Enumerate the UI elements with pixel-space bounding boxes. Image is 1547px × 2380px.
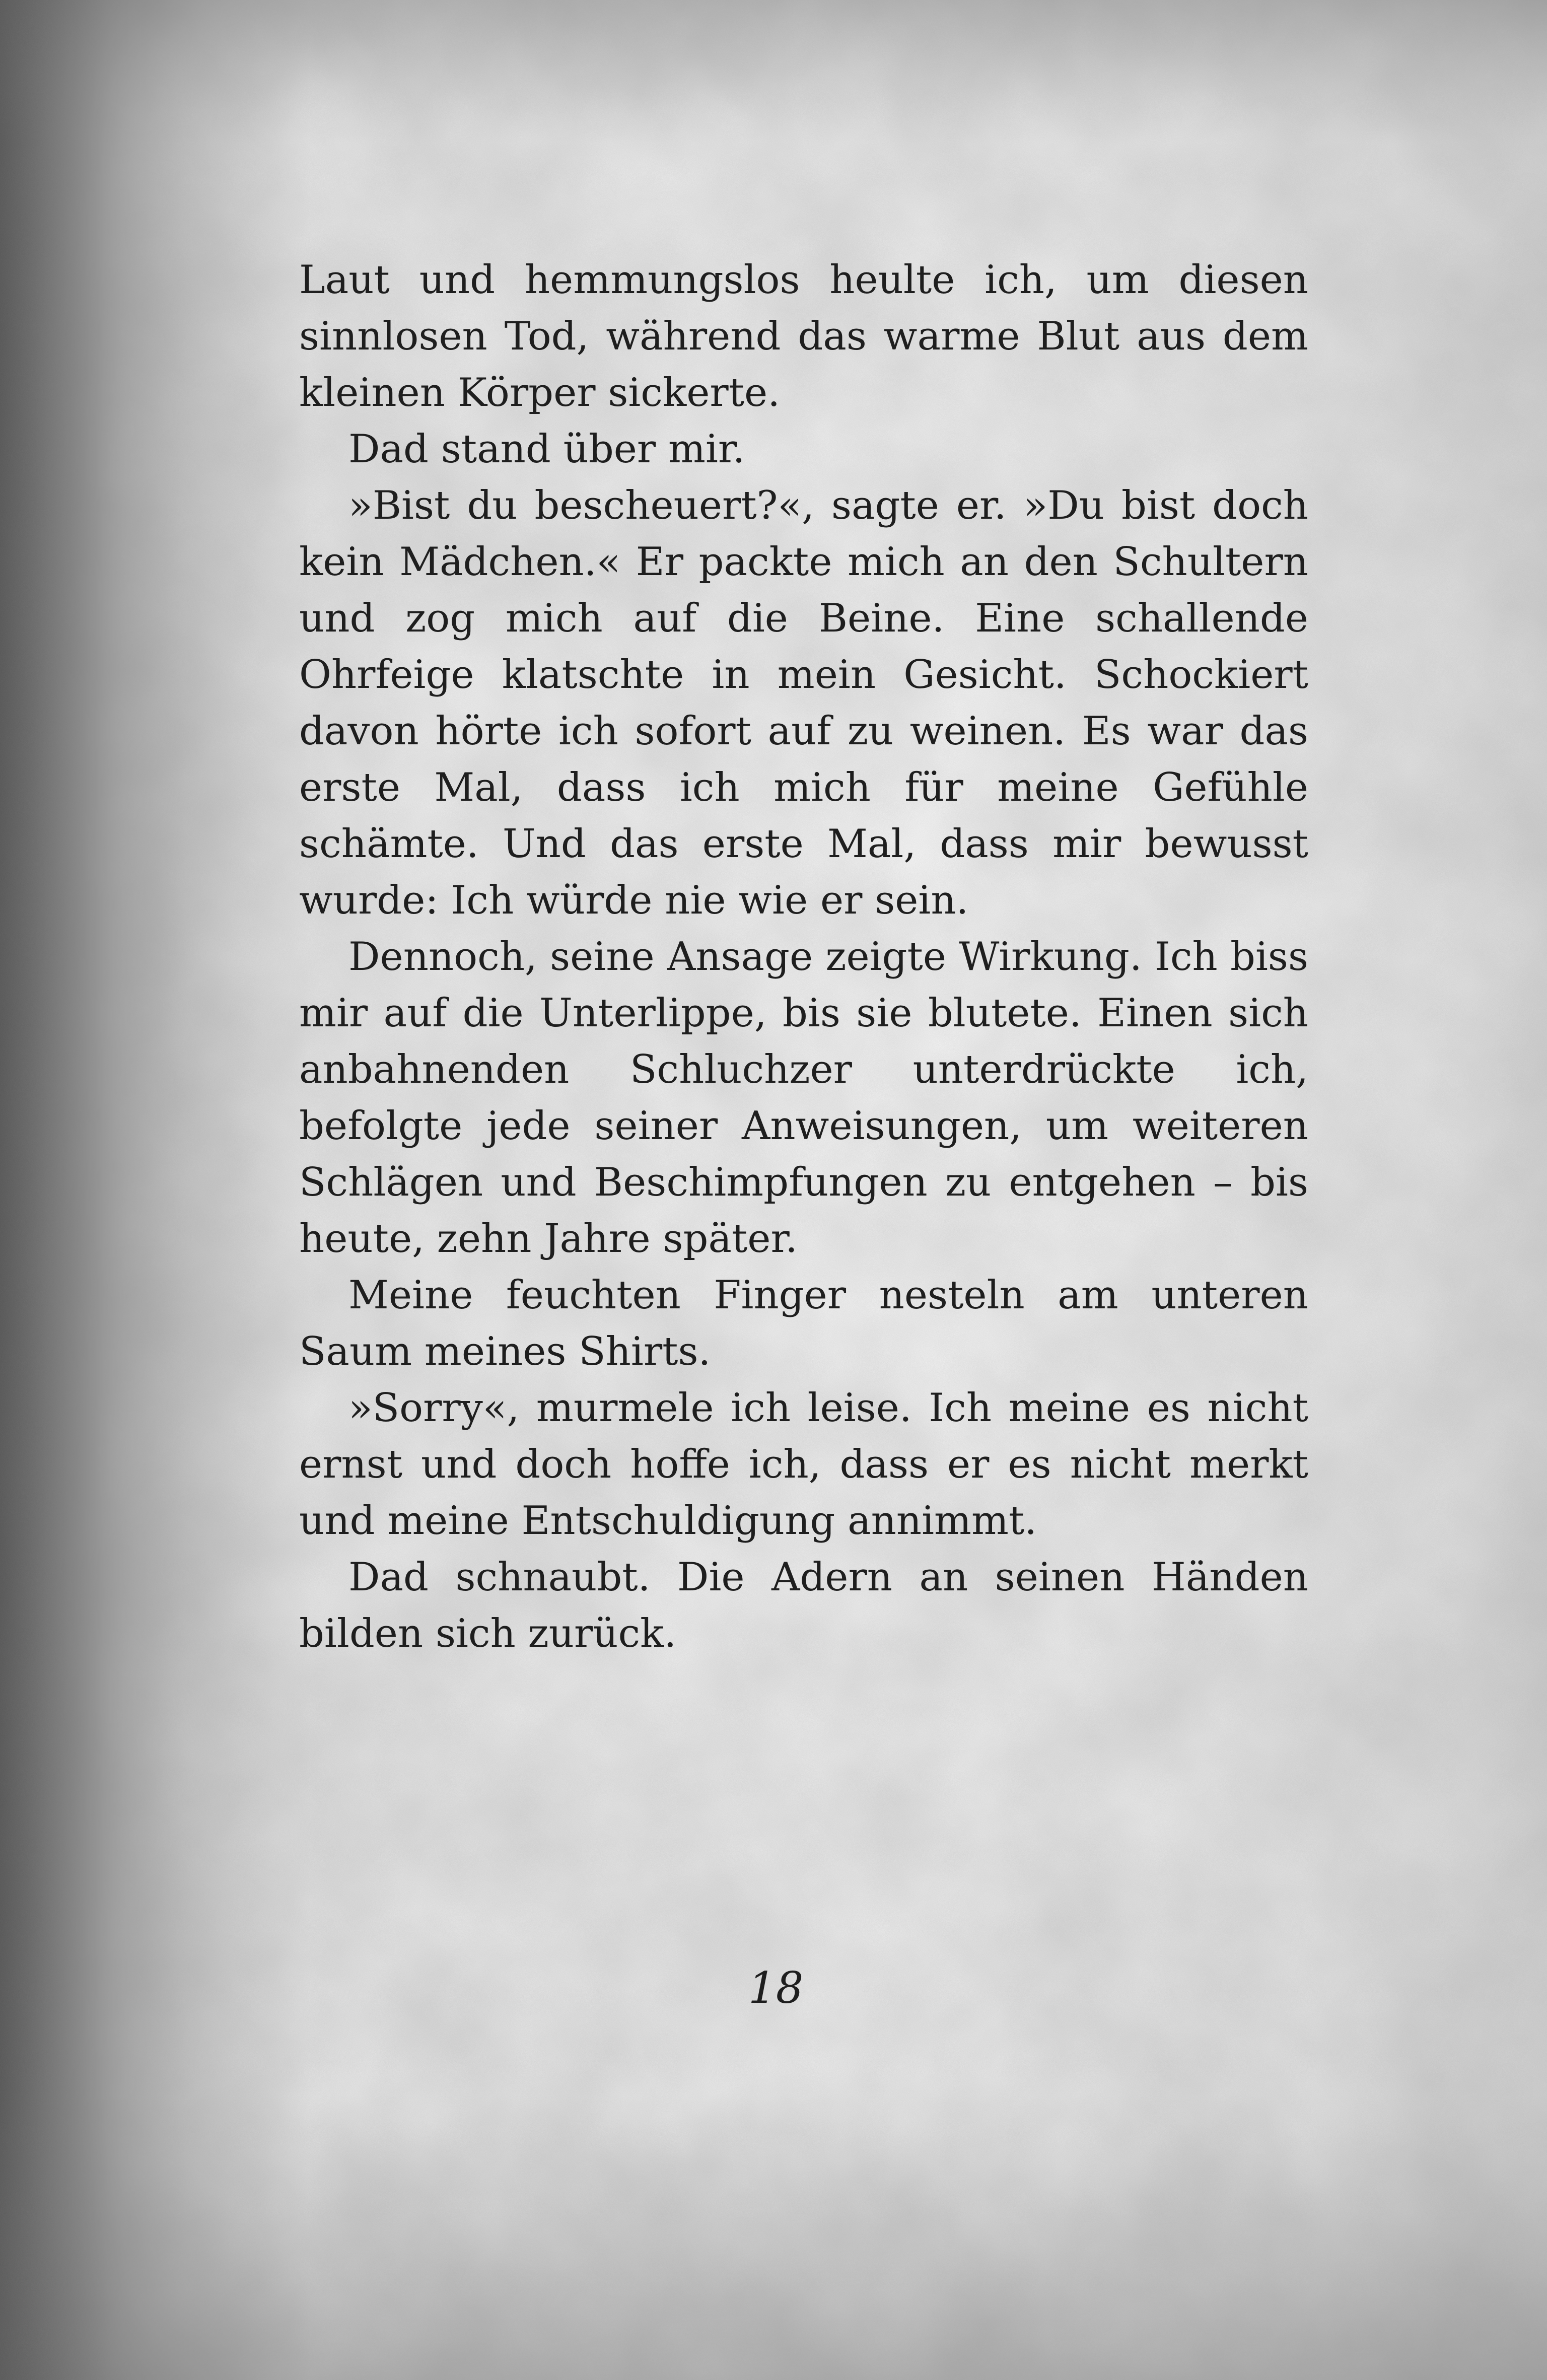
paragraph: »Bist du bescheuert?«, sagte er. »Du bist doch kein Mädchen.« Er packte mich an den Schultern und zog mich auf die Beine. Eine schallende Ohrfeige klatschte in mein Gesicht. Schockiert davon hörte ich sofort auf zu weinen. Es war das erste Mal, dass ich mich für meine Gefühle schämte. Und das erste Mal, dass mir bewusst wurde: Ich würde nie wie er sein. [299,477,1308,929]
paragraph: Dad stand über mir. [299,421,1308,477]
paragraph: Meine feuchten Finger nesteln am unteren Saum meines Shirts. [299,1267,1308,1380]
paragraph: Dennoch, seine Ansage zeigte Wirkung. Ich biss mir auf die Unterlippe, bis sie blutete. Einen sich anbahnenden Schluchzer unterdrückte ich, befolgte jede seiner Anweisungen, um weiteren Schlägen und Beschimpfungen zu entgehen – bis heute, zehn Jahre später. [299,929,1308,1267]
paragraph: Laut und hemmungslos heulte ich, um diesen sinnlosen Tod, während das warme Blut aus dem kleinen Körper sickerte. [299,252,1308,421]
paragraph: »Sorry«, murmele ich leise. Ich meine es nicht ernst und doch hoffe ich, dass er es nicht merkt und meine Entschuldigung annimmt. [299,1380,1308,1549]
paragraph: Dad schnaubt. Die Adern an seinen Händen bilden sich zurück. [299,1549,1308,1662]
page-number: 18 [748,1963,799,2013]
